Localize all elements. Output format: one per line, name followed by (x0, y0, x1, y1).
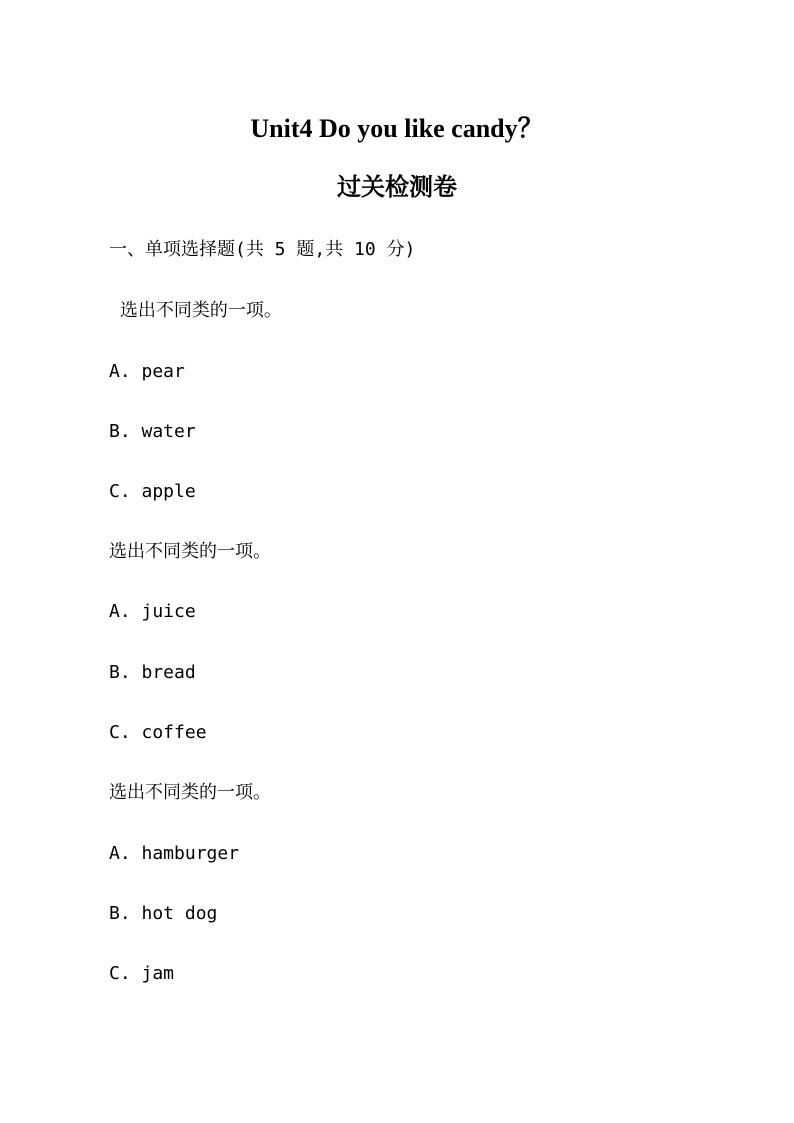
question-1-option-b: B. water (109, 421, 196, 442)
question-1-option-c: C. apple (109, 481, 196, 502)
question-3-option-c: C. jam (109, 963, 175, 984)
question-3-option-b: B. hot dog (109, 903, 218, 924)
question-3-option-a: A. hamburger (109, 843, 240, 864)
document-title: Unit4 Do you like candy？ (250, 114, 544, 143)
question-1-option-a: A. pear (109, 361, 185, 382)
question-2-option-b: B. bread (109, 662, 196, 683)
question-2-option-a: A. juice (109, 601, 196, 622)
document-subtitle: 过关检测卷 (337, 172, 457, 201)
question-3-prompt: 选出不同类的一项。 (109, 782, 271, 803)
question-1-prompt: 选出不同类的一项。 (109, 300, 282, 321)
question-2-prompt: 选出不同类的一项。 (109, 541, 271, 562)
question-2-option-c: C. coffee (109, 722, 207, 743)
section-heading: 一、单项选择题(共 5 题,共 10 分) (109, 239, 416, 260)
